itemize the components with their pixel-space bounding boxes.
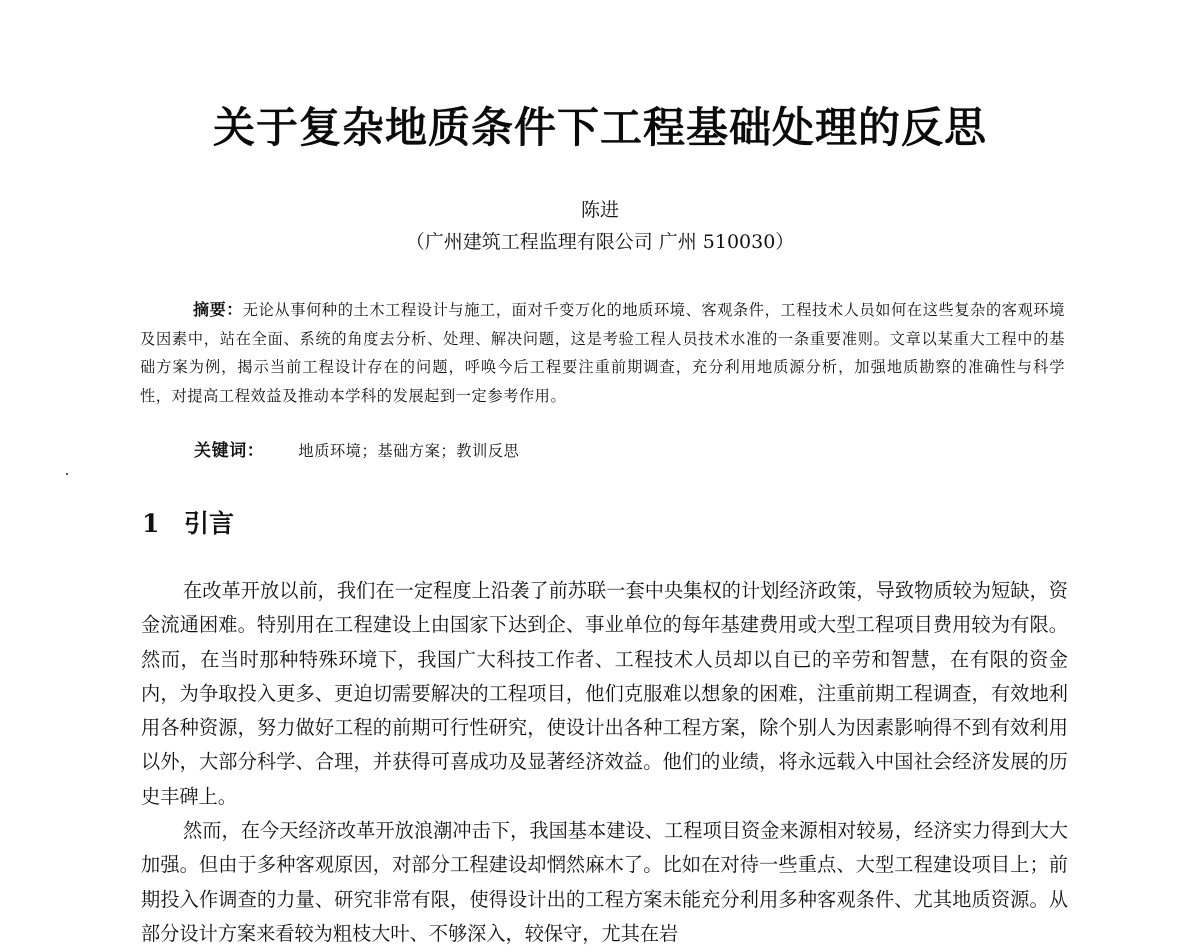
scan-speck [66, 473, 68, 475]
author-affiliation: （广州建筑工程监理有限公司 广州 510030） [405, 231, 795, 253]
section-heading [142, 504, 234, 544]
keywords-text: 地质环境；基础方案；教训反思 [298, 442, 520, 460]
body-paragraph: 在改革开放以前，我们在一定程度上沿袭了前苏联一套中央集权的计划经济政策，导致物质较为短缺，资金流通困难。特别用在工程建设上由国家下达到企、事业单位的每年基建费用或大型工程项目费用较为有限。然而，在当时那种特殊环境下，我国广大科技工作者、工程技术人员却以自已的辛劳和智慧，在有限的资金内，为争取投入更多、更迫切需要解决的工程项目，他们克服难以想象的困难，注重前期工程调查，有效地利用各种资源，努力做好工程的前期可行性研究，使设计出各种工程方案，除个别人为因素影响得不到有效利用以外，大部分科学、合理，并获得可喜成功及显著经济效益。他们的业绩，将永远载入中国社会经济发展的历史丰碑上。 [141, 579, 1068, 808]
section-title: 引言 [184, 509, 235, 538]
author-name: 陈进 [580, 199, 619, 221]
section-number: 1 [142, 509, 160, 538]
paper-title: 关于复杂地质条件下工程基础处理的反思 [212, 103, 987, 152]
body-paragraph: 然而，在今天经济改革开放浪潮冲击下，我国基本建设、工程项目资金来源相对较易，经济实力得到大大加强。但由于多种客观原因，对部分工程建设却惘然麻木了。比如在对待一些重点、大型工程建设项目上；前期投入作调查的力量、研究非常有限，使得设计出的工程方案未能充分利用多种客观条件、尤其地质资源。从部分设计方案来看较为粗枝大叶、不够深入，较保守，尤其在岩 [141, 819, 1068, 945]
keywords [194, 437, 519, 465]
abstract-text: 无论从事何种的土木工程设计与施工，面对千变万化的地质环境、客观条件，工程技术人员如何在这些复杂的客观环境及因素中，站在全面、系统的角度去分析、处理、解决问题，这是考验工程人员技术水准的一条重要准则。文章以某重大工程中的基础方案为例，揭示当前工程设计存在的问题，呼唤今后工程要注重前期调查，充分利用地质源分析，加强地质勘察的准确性与科学性，对提高工程效益及推动本学科的发展起到一定参考作用。 [140, 301, 1065, 405]
abstract-label: 摘要： [193, 300, 243, 319]
abstract [140, 296, 1065, 410]
body-text [141, 574, 1068, 951]
keywords-label: 关键词： [194, 441, 265, 461]
